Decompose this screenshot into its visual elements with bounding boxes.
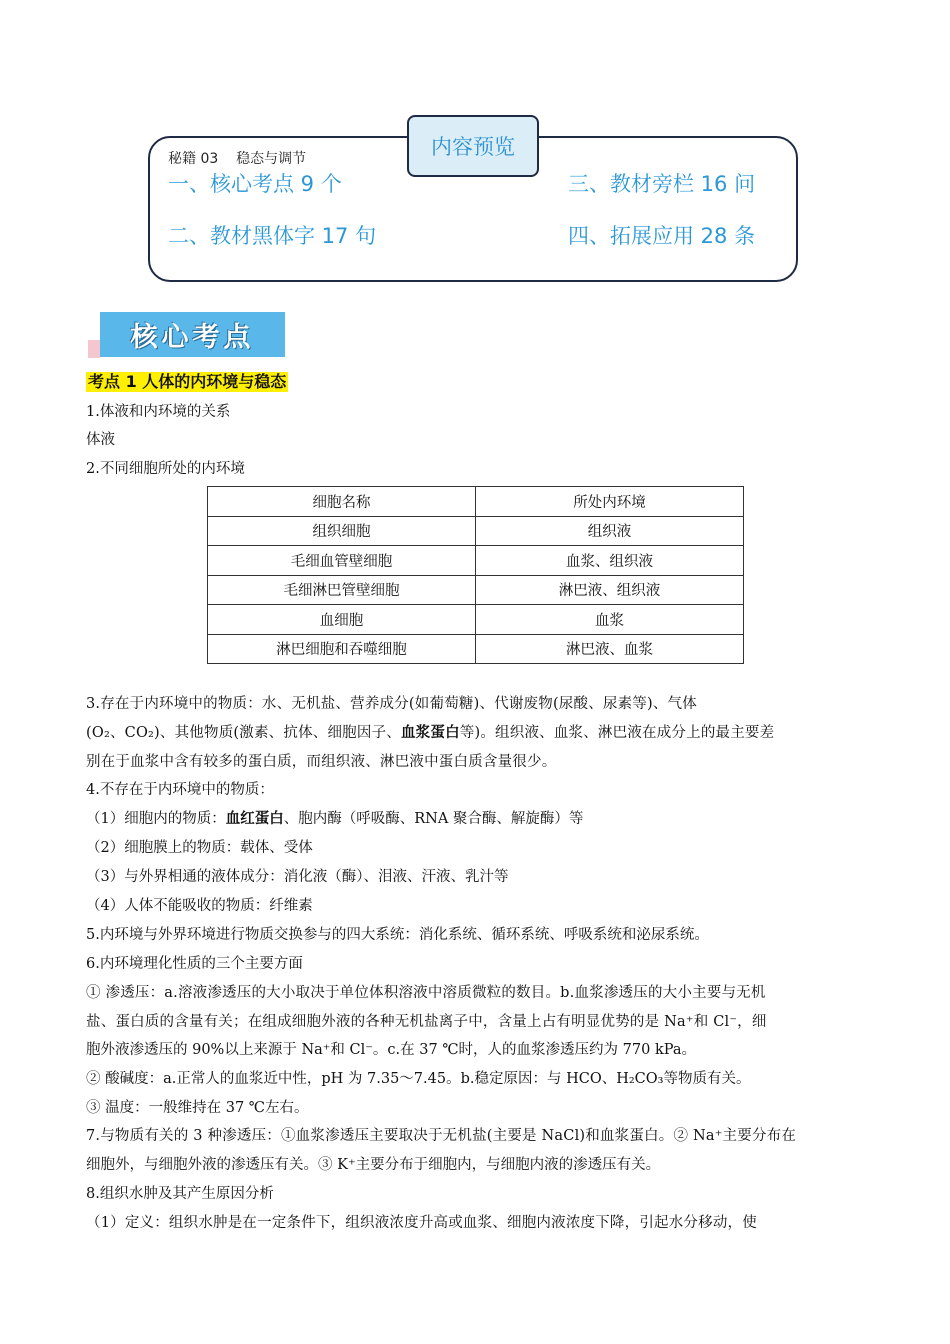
paragraph-6-a-line-2: 盐、蛋白质的含量有关；在组成细胞外液的各种无机盐离子中，含量上占有明显优势的是 Na⁺和 Cl⁻，细 [86,1014,767,1030]
table-cell: 组织液 [476,516,744,546]
paragraph-4-title: 4.不存在于内环境中的物质： [86,782,274,798]
paragraph-1b: 体液 [86,432,115,448]
paragraph-6-b: ② 酸碱度：a.正常人的血浆近中性，pH 为 7.35～7.45。b.稳定原因：与 HCO、H₂CO₃等物质有关。 [86,1071,751,1087]
preview-item-3: 三、教材旁栏 16 问 [568,172,756,196]
table-cell: 毛细血管壁细胞 [208,546,476,576]
paragraph-4-item-2: （2）细胞膜上的物质：载体、受体 [86,840,313,856]
table-cell: 毛细淋巴管壁细胞 [208,575,476,605]
paragraph-1: 1.体液和内环境的关系 [86,404,231,420]
paragraph-3-line-1: 3.存在于内环境中的物质：水、无机盐、营养成分(如葡萄糖)、代谢废物(尿酸、尿素等)、气体 [86,696,697,712]
table-cell: 淋巴液、血浆 [476,634,744,664]
paragraph-2: 2.不同细胞所处的内环境 [86,461,245,477]
paragraph-4-item-3: （3）与外界相通的液体成分：消化液（酶）、泪液、汗液、乳汁等 [86,869,509,885]
paragraph-6-a-line-3: 胞外液渗透压的 90%以上来源于 Na⁺和 Cl⁻。c.在 37 ℃时，人的血浆渗透压约为 770 kPa。 [86,1042,696,1058]
paragraph-6-title: 6.内环境理化性质的三个主要方面 [86,956,303,972]
paragraph-8-title: 8.组织水肿及其产生原因分析 [86,1186,274,1202]
section-heading: 考点 1 人体的内环境与稳态 [88,372,287,391]
table-header-row [208,487,744,517]
paragraph-4-item-1: （1）细胞内的物质：血红蛋白、胞内酶（呼吸酶、RNA 聚合酶、解旋酶）等 [86,811,584,827]
emphasis-plasma-protein: 血浆蛋白 [400,725,460,741]
table-row [208,605,744,635]
preview-item-2: 二、教材黑体字 17 句 [168,224,377,248]
paragraph-7-line-1: 7.与物质有关的 3 种渗透压：①血浆渗透压主要取决于无机盐(主要是 NaCl)和血浆蛋白。② Na⁺主要分布在 [86,1128,797,1144]
table-row [208,546,744,576]
preview-item-4: 四、拓展应用 28 条 [568,224,756,248]
series-label: 秘籍 03 稳态与调节 [168,151,307,167]
preview-item-1: 一、核心考点 9 个 [168,172,342,196]
table-cell: 淋巴液、组织液 [476,575,744,605]
section-banner: 核心考点 [100,312,285,357]
banner-accent [88,340,100,358]
cell-environment-table [207,486,744,664]
paragraph-7-line-2: 细胞外，与细胞外液的渗透压有关。③ K⁺主要分布于细胞内，与细胞内液的渗透压有关。 [86,1157,661,1173]
paragraph-3-line-2: (O₂、CO₂)、其他物质(激素、抗体、细胞因子、血浆蛋白等)。组织液、血浆、淋巴液在成分上的最主要差 [86,725,775,741]
table-cell: 组织细胞 [208,516,476,546]
table-cell: 血浆 [476,605,744,635]
content-preview-tab: 内容预览 [407,115,539,177]
table-row [208,634,744,664]
table-row [208,516,744,546]
paragraph-3-line-3: 别在于血浆中含有较多的蛋白质，而组织液、淋巴液中蛋白质含量很少。 [86,754,557,770]
table-header-cell: 所处内环境 [476,487,744,517]
paragraph-4-item-4: （4）人体不能吸收的物质：纤维素 [86,898,313,914]
table-cell: 淋巴细胞和吞噬细胞 [208,634,476,664]
paragraph-6-a-line-1: ① 渗透压：a.溶液渗透压的大小取决于单位体积溶液中溶质微粒的数目。b.血浆渗透压的大小主要与无机 [86,985,766,1001]
emphasis-hemoglobin: 血红蛋白 [225,811,284,827]
table-cell: 血浆、组织液 [476,546,744,576]
table-cell: 血细胞 [208,605,476,635]
paragraph-5: 5.内环境与外界环境进行物质交换参与的四大系统：消化系统、循环系统、呼吸系统和泌尿系统。 [86,927,709,943]
paragraph-6-c: ③ 温度：一般维持在 37 ℃左右。 [86,1100,309,1116]
paragraph-8-line-1: （1）定义：组织水肿是在一定条件下，组织液浓度升高或血浆、细胞内液浓度下降，引起水分移动，使 [86,1215,757,1231]
table-header-cell: 细胞名称 [208,487,476,517]
table-row [208,575,744,605]
